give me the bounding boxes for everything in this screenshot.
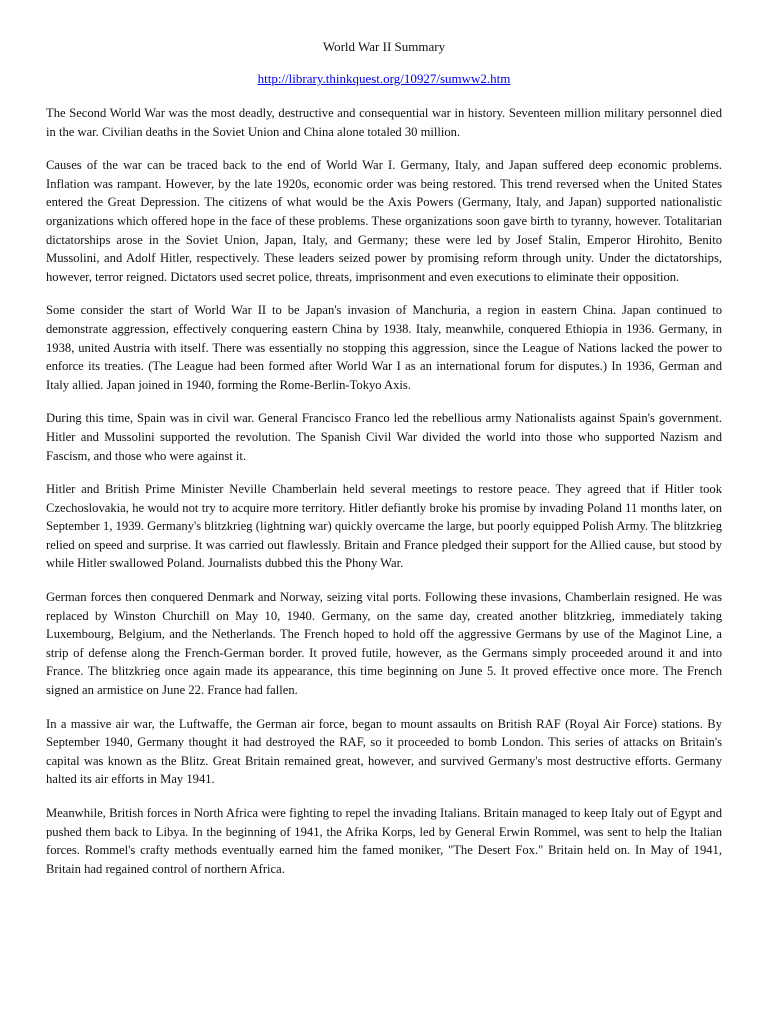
document-title: World War II Summary <box>322 39 446 54</box>
paragraph-north-africa: Meanwhile, British forces in North Africa were fighting to repel the invading Italians. Britain managed to keep Italy out of Egypt and pushed them back to Libya. In the beginning of 1941, the Afrika Korps, led by General Erwin Rommel, was sent to help the Italian forces. Rommel's crafty methods eventually earned him the famed moniker, "The Desert Fox." Britain held on. In May of 1941, Britain had regained control of northern Africa. <box>46 806 722 876</box>
paragraph-spain: During this time, Spain was in civil war. General Francisco Franco led the rebellious army Nationalists against Spain's government. Hitler and Mussolini supported the revolution. The Spanish Civil War divided the world into those who supported Nazism and Fascism, and those who were against it. <box>46 411 722 463</box>
source-link[interactable]: http://library.thinkquest.org/10927/sumww2.htm <box>257 71 511 86</box>
paragraph-aggression: Some consider the start of World War II to be Japan's invasion of Manchuria, a region in eastern China. Japan continued to demonstrate aggression, effectively conquering eastern China by 1938. Italy, meanwhile, conquered Ethiopia in 1936. Germany, in 1938, united Austria with itself. There was essentially no stopping this aggression, since the League of Nations lacked the power to enforce its treaties. (The League had been formed after World War I as an international forum for disputes.) In 1936, German and Italy allied. Japan joined in 1940, forming the Rome-Berlin-Tokyo Axis. <box>46 303 722 392</box>
paragraph-poland: Hitler and British Prime Minister Neville Chamberlain held several meetings to restore peace. They agreed that if Hitler took Czechoslovakia, he would not try to acquire more territory. Hitler defiantly broke his promise by invading Poland 11 months later, on September 1, 1939. Germany's blitzkrieg (lightning war) quickly overcame the large, but poorly equipped Polish Army. The blitzkrieg relied on speed and surprise. It was carried out flawlessly. Britain and France pledged their support for the Allied cause, but stood by while Hitler swallowed Poland. Journalists dubbed this the Phony War. <box>46 482 722 571</box>
paragraph-air-war: In a massive air war, the Luftwaffe, the German air force, began to mount assaults on British RAF (Royal Air Force) stations. By September 1940, Germany thought it had destroyed the RAF, so it proceeded to bomb London. This series of attacks on Britain's capital was known as the Blitz. Great Britain remained great, however, and survived Germany's most destructive efforts. Germany halted its air efforts in May 1941. <box>46 716 722 787</box>
paragraph-intro: The Second World War was the most deadly, destructive and consequential war in history. Seventeen million military personnel died in the war. Civilian deaths in the Soviet Union and China alone totaled 30 million. <box>46 106 722 139</box>
paragraph-causes: Causes of the war can be traced back to the end of World War I. Germany, Italy, and Japan suffered deep economic problems. Inflation was rampant. However, by the late 1920s, economic order was being restored. This trend reversed when the United States entered the Great Depression. The citizens of what would be the Axis Powers (Germany, Italy, and Japan) supported nationalistic organizations which offered hope in the face of these problems. These organizations soon gave birth to tyranny, however. Totalitarian dictatorships arose in the Soviet Union, Japan, Italy, and Germany; these were led by Josef Stalin, Emperor Hirohito, Benito Mussolini, and Adolf Hitler, respectively. These leaders seized power by promising reform through unity. Under the dictatorships, however, terror reigned. Dictators used secret police, threats, imprisonment and even executions to eliminate their opposition. <box>46 158 722 284</box>
paragraph-france: German forces then conquered Denmark and Norway, seizing vital ports. Following these invasions, Chamberlain resigned. He was replaced by Winston Churchill on May 10, 1940. Germany, on the same day, created another blitzkrieg, immediately taking Luxembourg, Belgium, and the Netherlands. The French hoped to hold off the aggressive Germans by use of the Maginot Line, a strip of defense along the French-German border. It proved futile, however, as the Germans simply proceeded around it and into France. The blitzkrieg once again made its appearance, this time beginning on June 5. It proved effective once more. The French signed an armistice on June 22. France had fallen. <box>46 590 722 698</box>
document-page <box>46 38 722 893</box>
